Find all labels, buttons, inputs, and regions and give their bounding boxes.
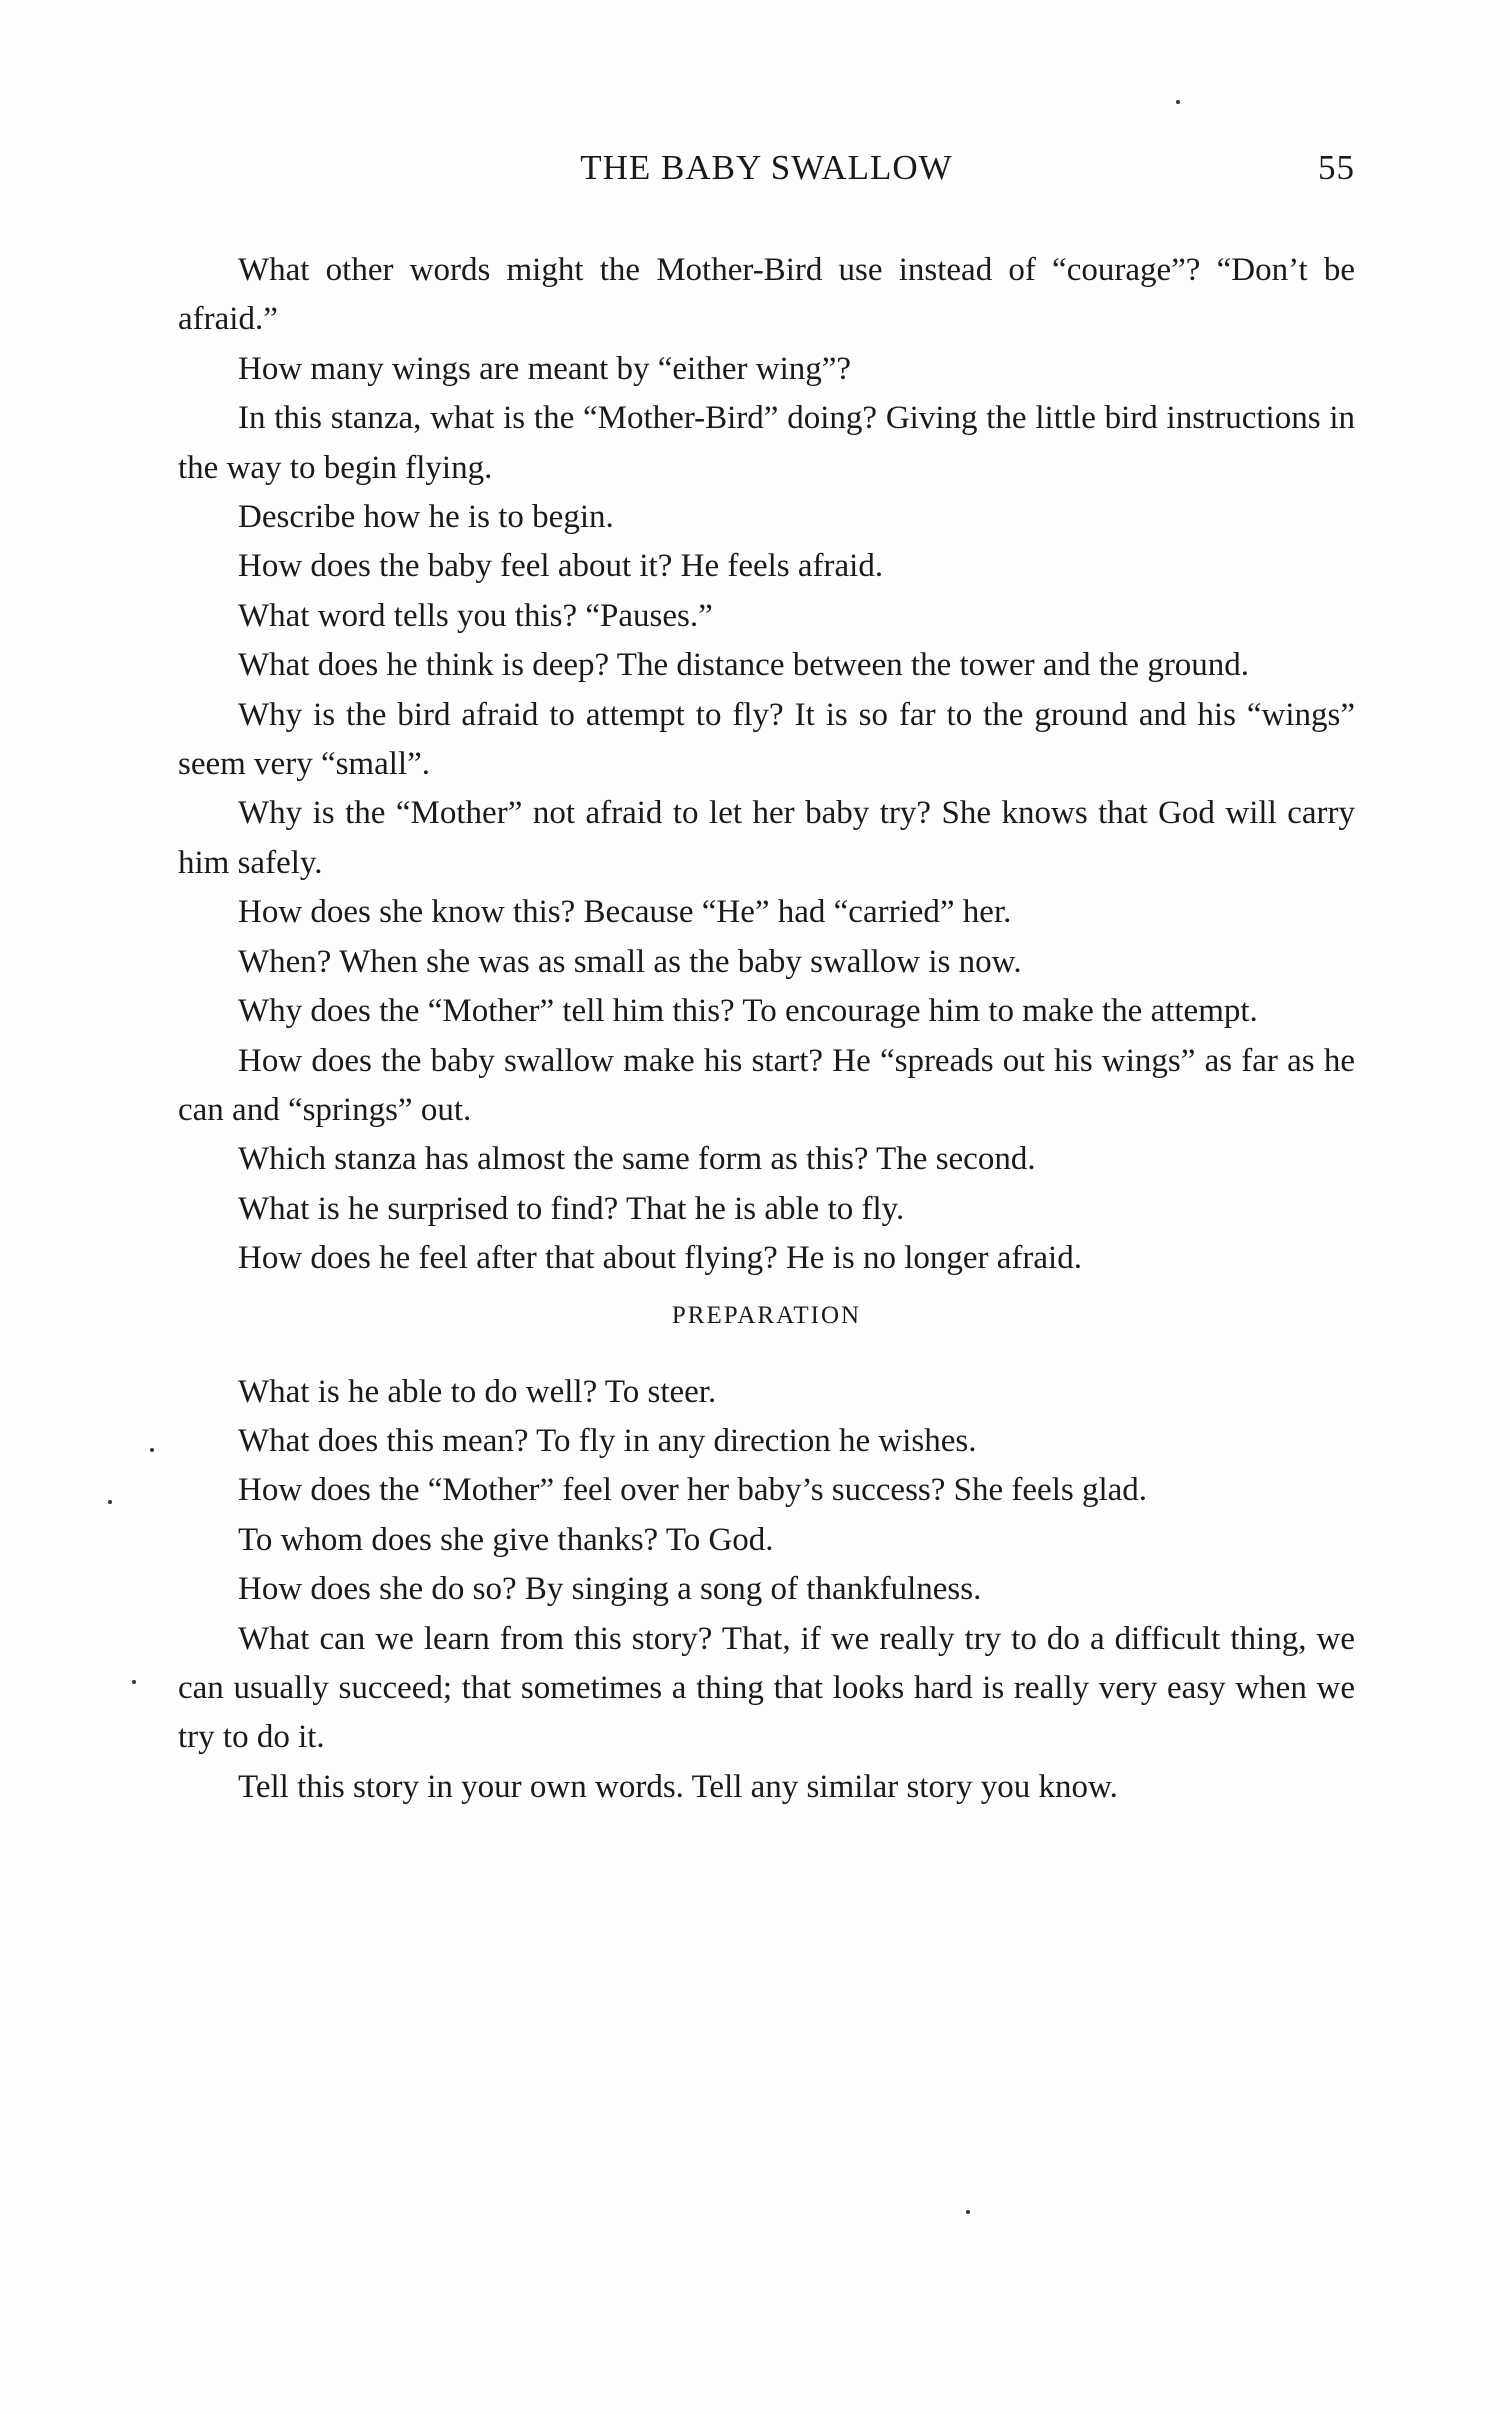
- paragraph: How does he feel after that about flying? He is no longer afraid.: [238, 1240, 1082, 1277]
- paragraph: Describe how he is to begin.: [238, 499, 614, 536]
- paragraph: How does the baby swallow make his start? He “spreads out his wings” as far as he can and “springs” out.: [178, 1042, 1355, 1128]
- print-speck: [132, 1680, 136, 1684]
- paragraph: How does the baby feel about it? He feels afraid.: [238, 548, 884, 585]
- paragraph: How does she do so? By singing a song of thankfulness.: [238, 1571, 982, 1608]
- paragraph: Which stanza has almost the same form as this? The second.: [238, 1141, 1036, 1178]
- paragraph: What does this mean? To fly in any direction he wishes.: [238, 1422, 977, 1459]
- paragraph: How many wings are meant by “either wing”?: [238, 350, 852, 387]
- paragraph: What is he surprised to find? That he is able to fly.: [238, 1190, 905, 1227]
- section-heading: PREPARATION: [671, 1301, 862, 1329]
- page-header: [178, 148, 1355, 208]
- page-number: 55: [1318, 148, 1355, 187]
- print-speck: [966, 2210, 970, 2214]
- paragraph: What is he able to do well? To steer.: [238, 1373, 717, 1410]
- paragraph: Tell this story in your own words. Tell any similar story you know.: [238, 1768, 1118, 1805]
- print-speck: [1176, 100, 1180, 104]
- running-title: THE BABY SWALLOW: [580, 148, 953, 187]
- print-speck: [108, 1500, 112, 1504]
- paragraph: Why does the “Mother” tell him this? To encourage him to make the attempt.: [238, 993, 1258, 1030]
- paragraph: What other words might the Mother-Bird use instead of “courage”? “Don’t be afraid.”: [178, 252, 1355, 338]
- paragraph: Why is the “Mother” not afraid to let her baby try? She knows that God will carry him safely.: [178, 795, 1355, 881]
- paragraph: When? When she was as small as the baby swallow is now.: [238, 943, 1022, 980]
- paragraph: In this stanza, what is the “Mother-Bird” doing? Giving the little bird instructions in the way to begin flying.: [178, 400, 1355, 486]
- print-speck: [150, 1448, 154, 1452]
- paragraph: What word tells you this? “Pauses.”: [238, 597, 713, 634]
- paragraph: What does he think is deep? The distance between the tower and the ground.: [238, 647, 1250, 684]
- page-body: [178, 246, 1355, 1812]
- paragraph: How does she know this? Because “He” had “carried” her.: [238, 894, 1012, 931]
- paragraph: How does the “Mother” feel over her baby’s success? She feels glad.: [238, 1472, 1148, 1509]
- paragraph: Why is the bird afraid to attempt to fly? It is so far to the ground and his “wings” seem very “small”.: [178, 696, 1355, 783]
- paragraph: To whom does she give thanks? To God.: [238, 1521, 774, 1558]
- paragraph: What can we learn from this story? That, if we really try to do a difficult thing, we can usually succeed; that sometimes a thing that looks hard is really very easy when we try to do it.: [178, 1620, 1355, 1756]
